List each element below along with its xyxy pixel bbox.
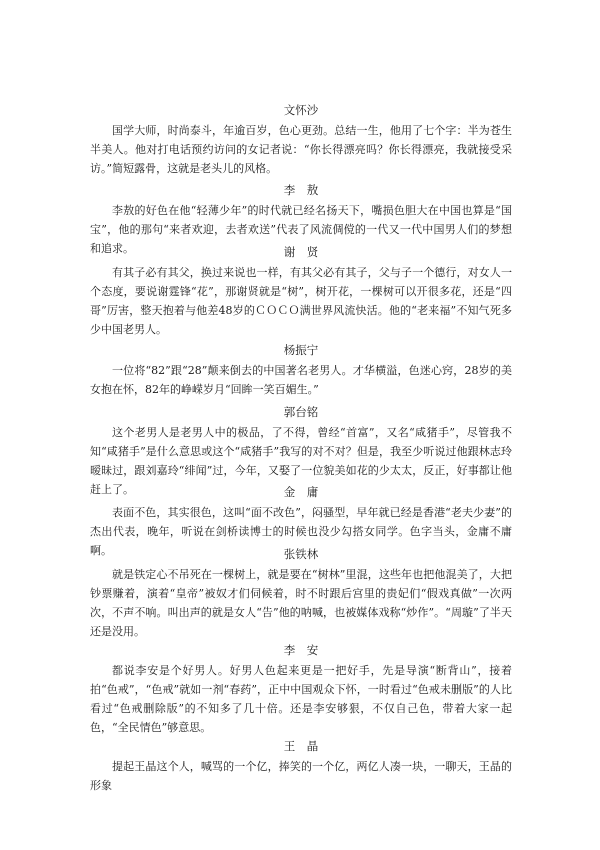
section-title: 金 庸: [283, 485, 319, 499]
section-title: 李 安: [283, 643, 319, 657]
section-text: 国学大师，时尚泰斗，年逾百岁，色心更劲。总结一生，他用了七个字：半为苍生半美人。他对打电话预约访问的女记者说：“你长得漂亮吗？你长得漂亮，我就接受采访。”简短露骨，这就是老头儿的风格。: [90, 124, 512, 175]
section-title: 谢 贤: [283, 245, 319, 259]
section-wang-jing: [90, 738, 512, 795]
section-xie-xian: [90, 244, 512, 339]
section-wen-huaisha: [90, 102, 512, 178]
section-title: 杨振宁: [283, 343, 319, 357]
section-title: 文怀沙: [283, 103, 319, 117]
section-text: 一位将“82”跟“28”颠来倒去的中国著名老男人。才华横溢，色迷心窍，28岁的美女抱在怀，82年的峥嵘岁月“回眸一笑百媚生。”: [90, 364, 512, 396]
section-text: 提起王晶这个人，喊骂的一个亿，捧笑的一个亿，两亿人凑一块，一聊天，王晶的形象: [90, 760, 512, 792]
section-text: 就是铁定心不吊死在一棵树上，就是要在“树林”里混，这些年也把他混美了，大把钞票赚着，演着“皇帝”被奴才们伺候着，时不时跟后宫里的贵妃们“假戏真做”一次两次，不声不响。叫出声的就是女人“告”他的呐喊，也被媒体戏称“炒作”。“周璇”了半天还是没用。: [90, 568, 512, 638]
section-text: 表面不色，其实很色，这叫“面不改色”，闷骚型，早年就已经是香港“老夫少妻”的杰出代表，晚年，听说在剑桥读博士的时候也没少勾搭女同学。色字当头，金庸不庸啊。: [90, 506, 512, 557]
section-title: 王 晶: [283, 739, 319, 753]
section-li-an: [90, 642, 512, 737]
section-yang-zhenning: [90, 342, 512, 399]
section-text: 李敖的好色在他“轻薄少年”的时代就已经名扬天下，嘴损色胆大在中国也算是“国宝”，他的那句“来者欢迎，去者欢送”代表了风流倜傥的一代又一代中国男人们的梦想和追求。: [90, 204, 512, 255]
section-text: 有其子必有其父，换过来说也一样，有其父必有其子，父与子一个德行，对女人一个态度，要说谢霆锋“花”，那谢贤就是“树”，树开花，一棵树可以开很多花，还是“四哥”厉害，整天抱着与他差48岁的ＣＯＣＯ满世界风流快活。他的“老来福”不知气死多少中国老男人。: [90, 266, 512, 336]
section-title: 李 敖: [283, 183, 319, 197]
section-text: 这个老男人是老男人中的极品，了不得，曾经“首富”，又名“咸猪手”，尽管我不知“咸猪手”是什么意思或这个“咸猪手”我写的对不对？但是，我至少听说过他跟林志玲暧昧过，跟刘嘉玲“绯闻”过，今年，又娶了一位貌美如花的少太太，反正，好事都让他赶上了。: [90, 426, 512, 496]
section-zhang-tielin: [90, 546, 512, 641]
section-title: 郭台铭: [283, 405, 319, 419]
section-text: 都说李安是个好男人。好男人色起来更是一把好手，先是导演“断背山”，接着拍“色戒”，“色戒”就如一剂“春药”，正中中国观众下怀，一时看过“色戒未删版”的人比看过“色戒删除版”的不知多了几十倍。还是李安够狠，不仅自己色，带着大家一起色，“全民情色”够意思。: [90, 664, 512, 734]
section-title: 张铁林: [283, 547, 319, 561]
